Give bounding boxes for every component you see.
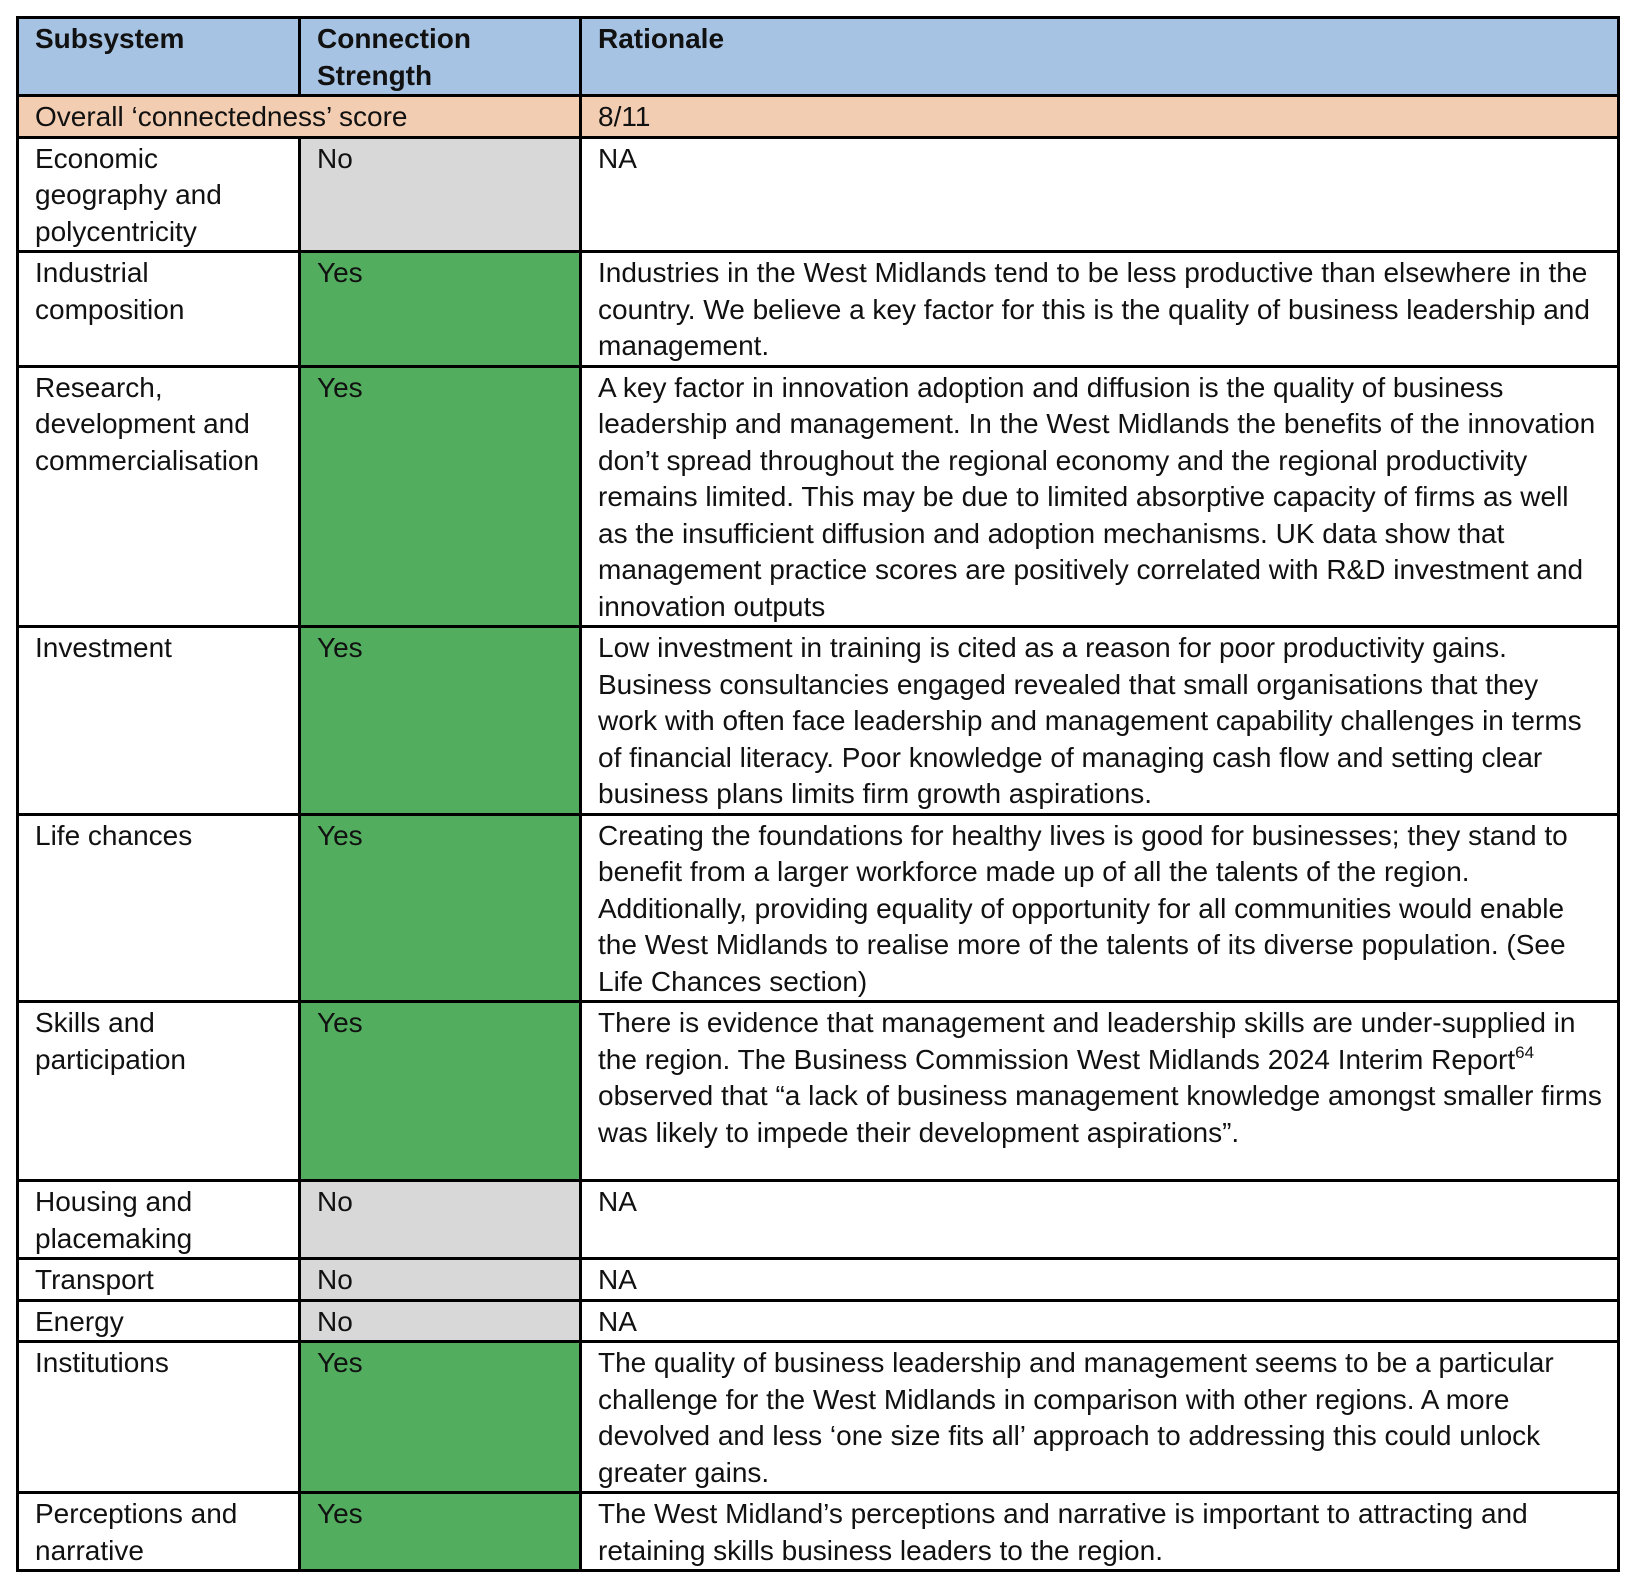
strength-cell: Yes	[300, 1002, 581, 1181]
subsystem-cell: Housing and placemaking	[18, 1181, 300, 1259]
overall-score-value: 8/11	[581, 96, 1619, 138]
rationale-cell: Creating the foundations for healthy lives is good for businesses; they stand to benefit from a larger workforce made up of all the talents of the region. Additionally, providing equality of opportunity for all communities would enable the West Midlands to realise more of the talents of its diverse population. (See Life Chances section)	[581, 814, 1619, 1002]
connectedness-table	[16, 16, 1620, 1572]
header-row	[18, 18, 1619, 96]
strength-cell: Yes	[300, 1493, 581, 1571]
subsystem-cell: Transport	[18, 1259, 300, 1301]
strength-cell: Yes	[300, 627, 581, 815]
table-row	[18, 627, 1619, 815]
rationale-cell: NA	[581, 1300, 1619, 1342]
header-subsystem: Subsystem	[18, 18, 300, 96]
subsystem-cell: Perceptions and narrative	[18, 1493, 300, 1571]
rationale-cell: Industries in the West Midlands tend to be less productive than elsewhere in the country. We believe a key factor for this is the quality of business leadership and management.	[581, 252, 1619, 367]
subsystem-cell: Institutions	[18, 1342, 300, 1493]
rationale-cell: The West Midland’s perceptions and narrative is important to attracting and retaining skills business leaders to the region.	[581, 1493, 1619, 1571]
strength-cell: Yes	[300, 1342, 581, 1493]
table-row	[18, 137, 1619, 252]
rationale-text: There is evidence that management and leadership skills are under-supplied in the region. The Business Commission West Midlands 2024 Interim Report	[598, 1007, 1576, 1075]
footnote-reference: 64	[1515, 1042, 1535, 1062]
table-row	[18, 1259, 1619, 1301]
overall-score-row	[18, 96, 1619, 138]
strength-cell: No	[300, 1300, 581, 1342]
table-row	[18, 1493, 1619, 1571]
overall-score-label: Overall ‘connectedness’ score	[18, 96, 581, 138]
subsystem-cell: Energy	[18, 1300, 300, 1342]
subsystem-cell: Research, development and commercialisation	[18, 366, 300, 627]
header-rationale: Rationale	[581, 18, 1619, 96]
table-row	[18, 1181, 1619, 1259]
header-connection-strength: Connection Strength	[300, 18, 581, 96]
rationale-cell: NA	[581, 1181, 1619, 1259]
rationale-cell: A key factor in innovation adoption and diffusion is the quality of business leadership and management. In the West Midlands the benefits of the innovation don’t spread throughout the regional economy and the regional productivity remains limited. This may be due to limited absorptive capacity of firms as well as the insufficient diffusion and adoption mechanisms. UK data show that management practice scores are positively correlated with R&D investment and innovation outputs	[581, 366, 1619, 627]
rationale-cell: NA	[581, 137, 1619, 252]
strength-cell: Yes	[300, 814, 581, 1002]
subsystem-cell: Life chances	[18, 814, 300, 1002]
strength-cell: Yes	[300, 252, 581, 367]
table-row	[18, 366, 1619, 627]
table-row	[18, 814, 1619, 1002]
rationale-cell: NA	[581, 1259, 1619, 1301]
strength-cell: Yes	[300, 366, 581, 627]
table-row	[18, 1342, 1619, 1493]
rationale-cell	[581, 1002, 1619, 1181]
table-row	[18, 1002, 1619, 1181]
rationale-text-continued: observed that “a lack of business management knowledge amongst smaller firms was likely to impede their development aspirations”.	[598, 1080, 1602, 1148]
subsystem-cell: Investment	[18, 627, 300, 815]
subsystem-cell: Industrial composition	[18, 252, 300, 367]
table-row	[18, 252, 1619, 367]
table-row	[18, 1300, 1619, 1342]
subsystem-cell: Economic geography and polycentricity	[18, 137, 300, 252]
strength-cell: No	[300, 1259, 581, 1301]
subsystem-cell: Skills and participation	[18, 1002, 300, 1181]
strength-cell: No	[300, 137, 581, 252]
rationale-cell: Low investment in training is cited as a reason for poor productivity gains. Business consultancies engaged revealed that small organisations that they work with often face leadership and management capability challenges in terms of financial literacy. Poor knowledge of managing cash flow and setting clear business plans limits firm growth aspirations.	[581, 627, 1619, 815]
rationale-cell: The quality of business leadership and management seems to be a particular challenge for the West Midlands in comparison with other regions. A more devolved and less ‘one size fits all’ approach to addressing this could unlock greater gains.	[581, 1342, 1619, 1493]
strength-cell: No	[300, 1181, 581, 1259]
